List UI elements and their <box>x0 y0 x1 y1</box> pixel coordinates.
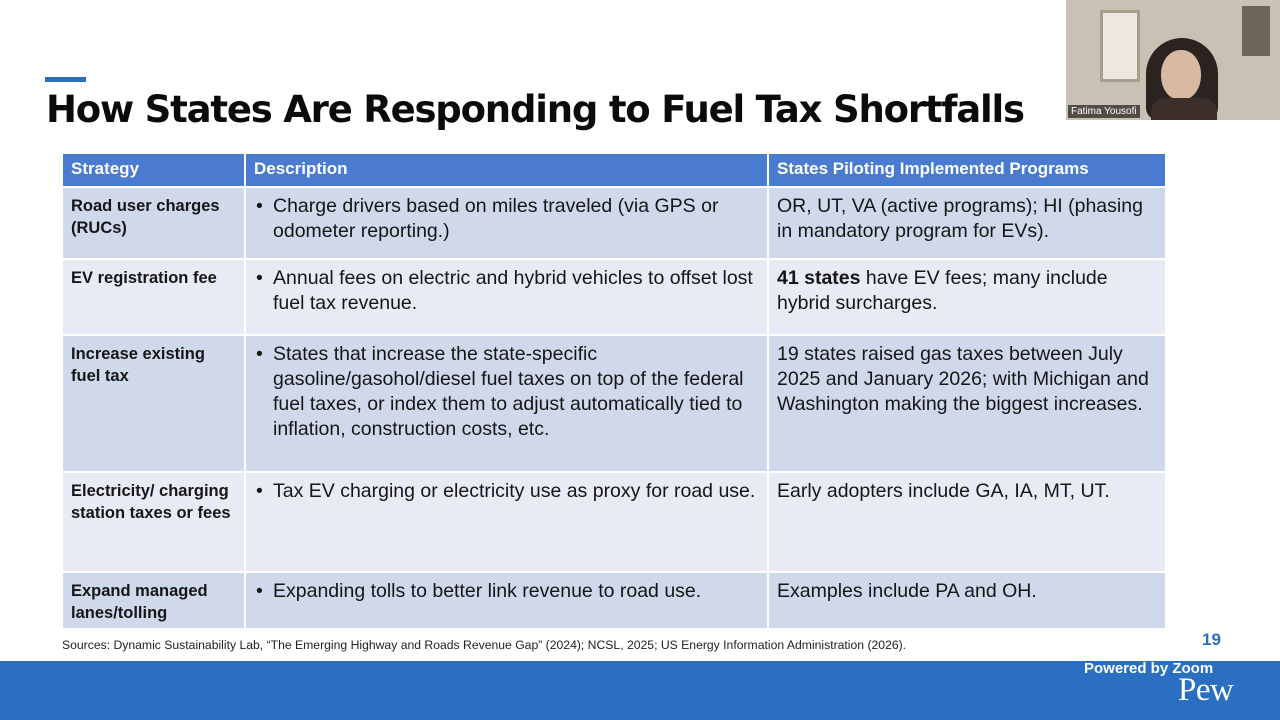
table-row <box>62 572 1166 629</box>
header-strategy: Strategy <box>62 153 245 187</box>
description-cell <box>245 259 768 335</box>
bullet-icon: • <box>256 480 263 502</box>
states-text: Early adopters include GA, IA, MT, UT. <box>777 480 1110 502</box>
table-row <box>62 259 1166 335</box>
states-text: OR, UT, VA (active programs); HI (phasing in mandatory program for EVs). <box>777 195 1143 242</box>
strategy-cell: EV registration fee <box>62 259 245 335</box>
participant-name-label: Fatima Yousofi <box>1068 105 1140 118</box>
bullet-icon: • <box>256 580 263 602</box>
description-cell <box>245 472 768 572</box>
strategy-cell: Electricity/ charging station taxes or fees <box>62 472 245 572</box>
participant-face <box>1161 50 1201 100</box>
states-cell <box>768 472 1166 572</box>
description-text: States that increase the state-specific gasoline/gasohol/diesel fuel taxes on top of the federal fuel taxes, or index them to adjust automatically tied to inflation, construction costs, etc. <box>273 343 744 440</box>
sources-note: Sources: Dynamic Sustainability Lab, “The Emerging Highway and Roads Revenue Gap” (2024); NCSL, 2025; US Energy Information Administration (2026). <box>62 638 907 652</box>
description-cell <box>245 187 768 259</box>
states-text: Examples include PA and OH. <box>777 580 1037 602</box>
strategy-cell: Expand managed lanes/tolling <box>62 572 245 629</box>
participant-shirt <box>1151 98 1217 120</box>
states-cell <box>768 259 1166 335</box>
pew-logo: Pew <box>1178 672 1234 708</box>
bullet-icon: • <box>256 195 263 217</box>
description-text: Expanding tolls to better link revenue to road use. <box>273 580 702 602</box>
states-highlight: 41 states <box>777 267 861 289</box>
states-text: have EV fees; many include hybrid surcharges. <box>777 267 1108 314</box>
header-description: Description <box>245 153 768 187</box>
strategy-cell: Road user charges (RUCs) <box>62 187 245 259</box>
strategy-cell: Increase existing fuel tax <box>62 335 245 472</box>
bullet-icon: • <box>256 343 263 365</box>
states-text: 19 states raised gas taxes between July 2025 and January 2026; with Michigan and Washington making the biggest increases. <box>777 343 1149 415</box>
states-cell <box>768 572 1166 629</box>
powered-by-label: Powered by Zoom <box>1084 660 1214 677</box>
description-cell <box>245 335 768 472</box>
slide-title: How States Are Responding to Fuel Tax Shortfalls <box>46 88 1024 131</box>
table-row <box>62 472 1166 572</box>
title-accent-bar <box>45 77 86 82</box>
bullet-icon: • <box>256 267 263 289</box>
table-row <box>62 335 1166 472</box>
description-text: Tax EV charging or electricity use as proxy for road use. <box>273 480 756 502</box>
header-states: States Piloting Implemented Programs <box>768 153 1166 187</box>
description-text: Annual fees on electric and hybrid vehicles to offset lost fuel tax revenue. <box>273 267 753 314</box>
page-number: 19 <box>1202 630 1221 649</box>
description-cell <box>245 572 768 629</box>
states-cell <box>768 335 1166 472</box>
strategy-table <box>61 152 1167 630</box>
background-picture-frame <box>1242 6 1270 56</box>
states-cell <box>768 187 1166 259</box>
description-text: Charge drivers based on miles traveled (via GPS or odometer reporting.) <box>273 195 719 242</box>
background-window <box>1100 10 1140 82</box>
participant-video-tile[interactable] <box>1066 0 1280 120</box>
table-row <box>62 187 1166 259</box>
table-header-row <box>62 153 1166 187</box>
